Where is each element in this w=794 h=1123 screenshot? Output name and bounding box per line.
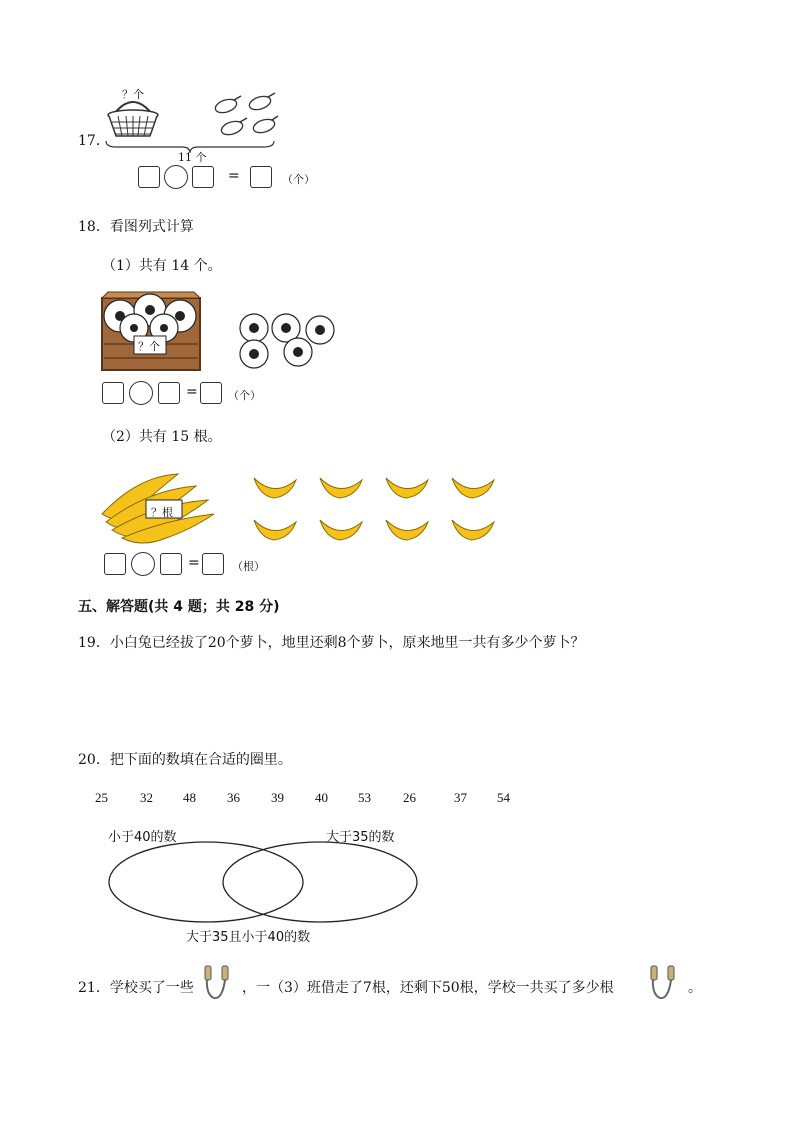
number-item: 25 — [95, 790, 108, 805]
equals-sign: = — [188, 555, 200, 571]
bunch-label: ？根 — [151, 506, 173, 519]
jump-rope-icon — [646, 964, 680, 1002]
right-circle[interactable] — [223, 842, 417, 922]
part2-label: （2）共有 15 根。 — [102, 429, 222, 445]
number-item: 39 — [271, 790, 284, 805]
answer-box-2[interactable] — [192, 166, 214, 188]
part1-answer-box-2[interactable] — [158, 382, 180, 404]
section-heading: 五、解答题(共 4 题；共 28 分) — [78, 599, 280, 615]
q19-text: 19．小白兔已经拔了20个萝卜，地里还剩8个萝卜，原来地里一共有多少个萝卜？ — [78, 635, 585, 651]
number-item: 53 — [358, 790, 371, 805]
eggplant-group-icon — [214, 92, 280, 140]
equals-sign: = — [186, 384, 198, 400]
part2-answer-box-result[interactable] — [202, 553, 224, 575]
q21-text-part3: 。 — [688, 980, 702, 996]
number-item: 37 — [454, 790, 467, 805]
q21-text-part1: 21．学校买了一些 — [78, 980, 194, 996]
unit-label: （个） — [282, 173, 315, 186]
q20-text: 20．把下面的数填在合适的圈里。 — [78, 752, 292, 768]
part1-answer-box-1[interactable] — [102, 382, 124, 404]
part2-operator-circle[interactable] — [131, 552, 155, 576]
jump-rope-icon — [200, 964, 234, 1002]
part1-answer-box-result[interactable] — [200, 382, 222, 404]
number-item: 54 — [497, 790, 510, 805]
part2-answer-box-2[interactable] — [160, 553, 182, 575]
number-item: 40 — [315, 790, 328, 805]
part1-operator-circle[interactable] — [129, 381, 153, 405]
part1-label: （1）共有 14 个。 — [102, 258, 222, 274]
crate-icon — [100, 288, 204, 374]
part2-answer-box-1[interactable] — [104, 553, 126, 575]
left-circle[interactable] — [109, 842, 303, 922]
number-item: 32 — [140, 790, 153, 805]
number-item: 36 — [227, 790, 240, 805]
crate-label: ？个 — [138, 340, 160, 353]
venn-diagram — [100, 840, 430, 930]
single-bananas-icon — [250, 470, 500, 548]
basket-icon — [104, 96, 162, 142]
part2-unit: （根） — [232, 560, 265, 573]
number-item: 48 — [183, 790, 196, 805]
left-set-label: 小于40的数 — [108, 830, 177, 845]
total-label: 11 个 — [178, 151, 207, 164]
intersection-label: 大于35且小于40的数 — [186, 930, 311, 945]
equals-sign: = — [228, 168, 240, 184]
question-number: 17． — [78, 133, 110, 149]
question-mark-label: ？个 — [122, 88, 144, 101]
answer-box-1[interactable] — [138, 166, 160, 188]
part1-unit: （个） — [228, 389, 261, 402]
operator-circle[interactable] — [164, 165, 188, 189]
answer-box-result[interactable] — [250, 166, 272, 188]
number-item: 26 — [403, 790, 416, 805]
soccer-balls-icon — [236, 312, 340, 370]
right-set-label: 大于35的数 — [326, 830, 395, 845]
question-title: 18．看图列式计算 — [78, 219, 194, 235]
q21-text-part2: ，一（3）班借走了7根，还剩下50根，学校一共买了多少根 — [242, 980, 614, 996]
